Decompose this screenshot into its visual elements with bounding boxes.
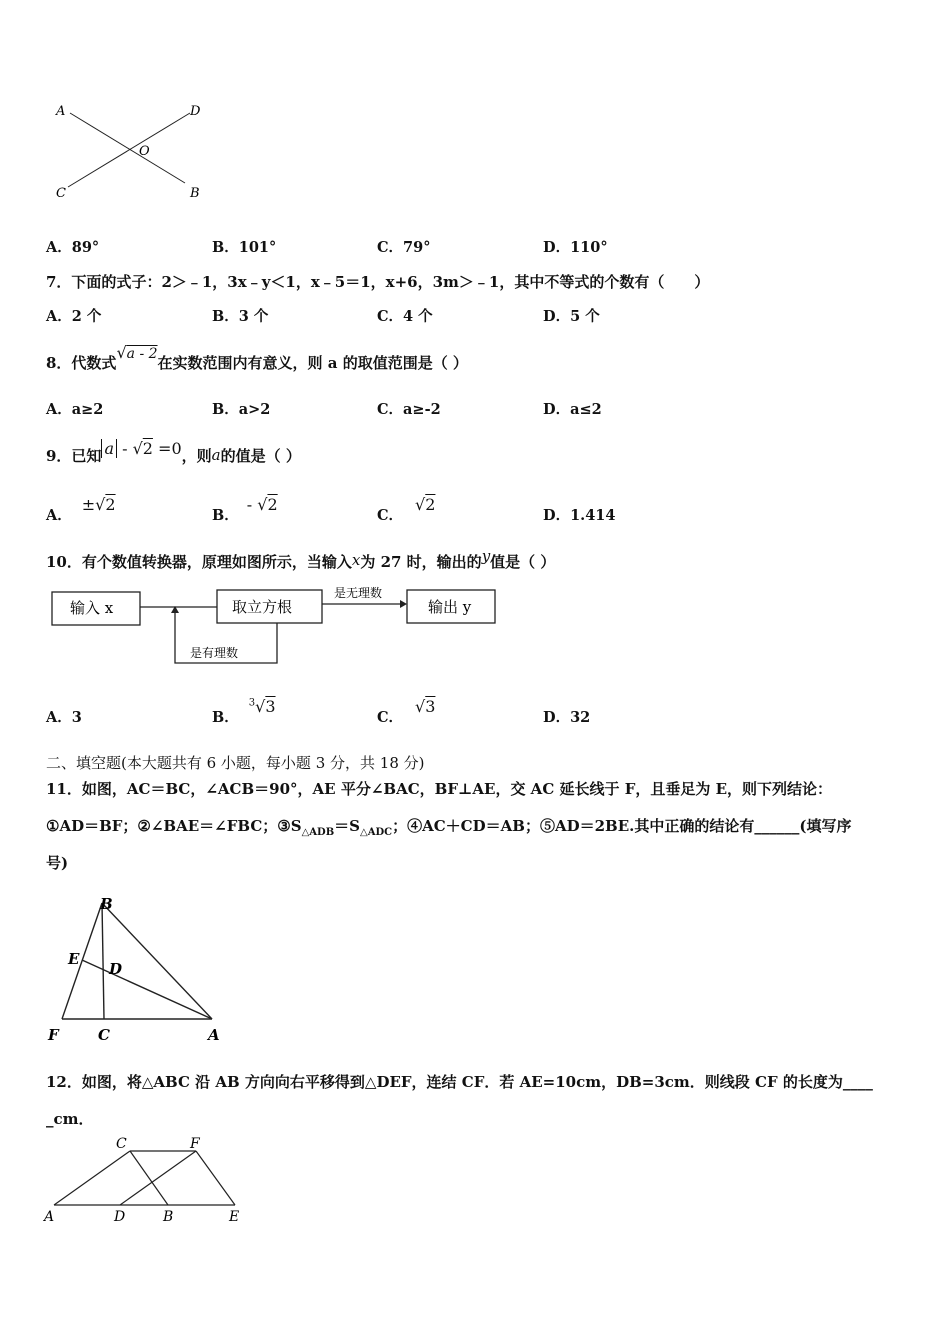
q10-option-a-label: A．	[46, 709, 72, 726]
q10-option-c-label: C．	[377, 709, 404, 726]
label-c: C	[56, 186, 66, 201]
q11-line2-a: ①AD＝BF；②∠BAE＝∠FBC；③S	[46, 817, 302, 835]
q9-option-b-label: B．	[212, 507, 239, 524]
q9-option-c-label: C．	[377, 507, 404, 524]
q10-option-b-radicand: 3	[265, 697, 276, 716]
q10-suffix: 值是（ ）	[490, 553, 556, 571]
label-c: C	[98, 1026, 110, 1044]
q7-stem: 7．下面的式子：2＞﹣1，3x﹣y＜1，x﹣5＝1，x+6，3m＞﹣1，其中不等式的个数有（ ）	[46, 273, 710, 291]
label-f: F	[190, 1136, 200, 1152]
label-rational: 是有理数	[190, 646, 239, 660]
q9-radicand: 2	[142, 439, 153, 458]
q6-option-b[interactable]: B．101°	[212, 239, 277, 256]
line-ab	[70, 113, 185, 183]
q10-option-b-label: B．	[212, 709, 239, 726]
label-e: E	[229, 1209, 240, 1225]
q6-option-c[interactable]: C．79°	[377, 239, 431, 256]
q9-option-c[interactable]	[377, 495, 436, 525]
q9-option-a-value: ±√2	[81, 495, 116, 514]
label-a: A	[208, 1026, 220, 1044]
q10-option-a[interactable]	[46, 706, 82, 727]
q8-sqrt: √a - 2	[116, 343, 158, 362]
q9-suffix-pre: ，则	[181, 447, 212, 465]
q9-formula: a - √2 =0	[101, 439, 181, 458]
label-b: B	[190, 186, 200, 201]
q8-suffix: 在实数范围内有意义，则 a 的取值范围是（ ）	[157, 354, 468, 372]
q9-stem	[46, 439, 301, 466]
q10-option-c[interactable]	[377, 697, 436, 727]
q7-option-a[interactable]: A．2 个	[46, 308, 102, 325]
q11-line2-c: ；④AC＋CD＝AB；⑤AD＝2BE.其中正确的结论有______(填写序	[392, 817, 852, 835]
q8-prefix: 8．代数式	[46, 354, 117, 372]
q6-intersecting-lines-figure	[50, 95, 220, 205]
q6-option-a[interactable]: A．89°	[46, 239, 100, 256]
section2-heading: 二、填空题(本大题共有 6 小题，每小题 3 分，共 18 分)	[46, 754, 425, 772]
q9-abs-a: a	[101, 439, 117, 458]
line-cd	[68, 113, 190, 187]
q10-mid: 为 27 时，输出的	[360, 553, 482, 571]
label-e: E	[68, 950, 80, 968]
q9-option-b-sign: -	[246, 495, 253, 514]
label-a: A	[56, 104, 66, 119]
box-cuberoot-text: 取立方根	[232, 598, 293, 616]
q10-option-d-value: 32	[570, 709, 591, 726]
q10-var-x: x	[351, 551, 361, 569]
q9-option-a-sign: ±	[81, 495, 96, 514]
q10-option-d-label: D．	[543, 709, 571, 726]
q10-option-c-value: √3	[415, 697, 436, 716]
arrow-output-head	[400, 600, 407, 608]
label-c: C	[116, 1136, 127, 1152]
q9-option-b[interactable]	[212, 495, 278, 525]
q9-option-a-label: A．	[46, 507, 72, 524]
seg-df	[120, 1151, 196, 1205]
q10-option-d[interactable]	[543, 706, 590, 727]
seg-fe	[196, 1151, 235, 1205]
q10-var-y: y	[481, 547, 491, 565]
q9-prefix: 9．已知	[46, 447, 102, 465]
q8-option-d[interactable]: D．a≤2	[543, 401, 602, 418]
q6-option-d[interactable]: D．110°	[543, 239, 608, 256]
label-d: D	[190, 104, 201, 119]
seg-cb	[130, 1151, 168, 1205]
q11-sub-adb: △ADB	[301, 827, 335, 838]
q9-option-c-radicand: 2	[425, 495, 436, 514]
q11-line2-b: ＝S	[334, 817, 361, 835]
q10-option-a-value: 3	[71, 709, 82, 726]
seg-ea	[82, 960, 212, 1019]
q10-prefix: 10．有个数值转换器，原理如图所示，当输入	[46, 553, 352, 571]
q9-option-a[interactable]	[46, 495, 116, 525]
seg-ac	[54, 1151, 130, 1205]
q9-eq-zero: =0	[158, 439, 182, 458]
q12-line1: 12．如图，将△ABC 沿 AB 方向向右平移得到△DEF，连结 CF．若 AE=10cm，DB=3cm．则线段 CF 的长度为____	[46, 1073, 873, 1091]
q11-line3: 号)	[46, 854, 69, 872]
q8-stem	[46, 343, 468, 373]
q9-option-d[interactable]	[543, 504, 615, 525]
q11-triangle-figure	[44, 893, 234, 1048]
q9-option-d-label: D．	[543, 507, 571, 524]
q8-option-c[interactable]: C．a≥-2	[377, 401, 441, 418]
label-o: O	[139, 144, 150, 159]
label-b: B	[100, 895, 113, 913]
q7-option-d[interactable]: D．5 个	[543, 308, 600, 325]
q10-option-b-value: $^3$√3	[248, 697, 276, 716]
q9-option-d-value: 1.414	[570, 507, 616, 524]
q10-option-c-radicand: 3	[425, 697, 436, 716]
q11-line2	[46, 815, 851, 838]
label-b: B	[163, 1209, 174, 1225]
label-d: D	[114, 1209, 126, 1225]
label-f: F	[48, 1026, 59, 1044]
q12-translation-figure	[40, 1132, 250, 1227]
q10-flowchart	[44, 583, 514, 671]
box-input-text: 输入 x	[70, 599, 114, 617]
q9-option-b-radicand: 2	[267, 495, 278, 514]
q10-option-b[interactable]	[212, 697, 276, 727]
label-d: D	[109, 960, 123, 978]
box-output-text: 输出 y	[428, 598, 472, 616]
q9-option-c-value: √2	[415, 495, 436, 514]
label-a: A	[44, 1209, 55, 1225]
q10-stem	[46, 547, 556, 572]
q7-option-b[interactable]: B．3 个	[212, 308, 269, 325]
q8-option-a[interactable]: A．a≥2	[46, 401, 104, 418]
q8-radicand: a - 2	[126, 346, 158, 362]
q9-var-a: a	[211, 446, 221, 464]
label-irrational: 是无理数	[334, 586, 383, 600]
q8-option-b[interactable]: B．a>2	[212, 401, 271, 418]
q9-option-a-radicand: 2	[105, 495, 116, 514]
q9-option-b-value: - √2	[246, 495, 278, 514]
seg-bc	[102, 903, 104, 1019]
q11-sub-adc: △ADC	[360, 827, 393, 838]
q7-option-c[interactable]: C．4 个	[377, 308, 433, 325]
q9-suffix-post: 的值是（ ）	[220, 447, 301, 465]
q9-minus: -	[122, 439, 128, 458]
q11-line1: 11．如图，AC＝BC，∠ACB＝90°，AE 平分∠BAC，BF⊥AE，交 AC 延长线于 F，且垂足为 E，则下列结论：	[46, 780, 833, 798]
q12-line2: _cm．	[46, 1110, 94, 1128]
q10-option-b-index: 3	[248, 697, 256, 709]
